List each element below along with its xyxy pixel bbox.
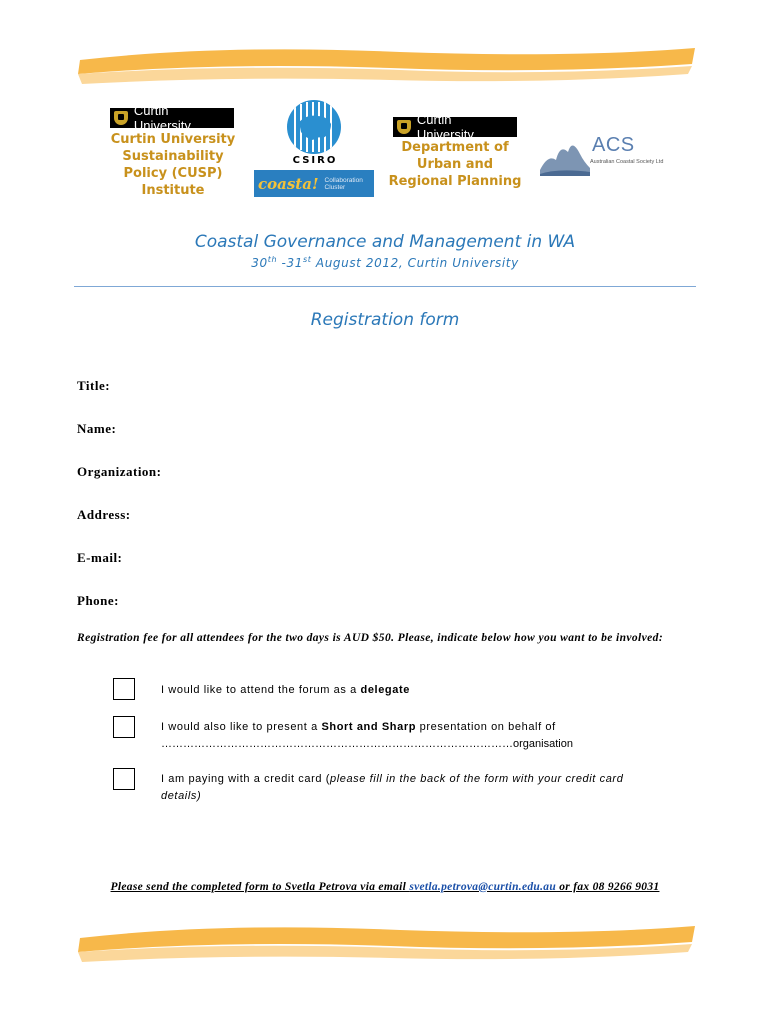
organisation-fill-line: ……………………………………………………………………………………organisation	[161, 738, 573, 750]
acs-logo-subtext: Australian Coastal Society Ltd	[590, 159, 664, 165]
field-label-organization: Organization:	[77, 464, 162, 479]
curtin-logo-right	[393, 112, 517, 142]
footer-text-prefix: Please send the completed form to Svetla Petrova via email	[110, 881, 410, 893]
cusp-logo-text	[100, 131, 246, 199]
bottom-swoosh-decoration	[70, 922, 700, 966]
event-title: Coastal Governance and Management in WA	[194, 232, 576, 252]
date-rest: August 2012, Curtin University	[311, 256, 519, 270]
contact-email-link[interactable]: svetla.petrova@curtin.edu.au	[409, 881, 557, 893]
curtin-crest-icon	[114, 111, 128, 125]
event-date	[0, 255, 770, 270]
present-text-suffix: presentation on behalf of	[416, 721, 556, 733]
dept-line-3: Regional Planning	[388, 174, 522, 189]
curtin-logo-text: Curtin University	[416, 112, 474, 142]
curtin-crest-icon	[397, 120, 411, 134]
field-label-email: E-mail:	[77, 550, 123, 565]
curtin-logo-left	[110, 103, 234, 133]
cusp-line-1: Curtin University	[110, 132, 236, 147]
curtin-logo-text: Curtin University	[133, 103, 191, 133]
fee-note: Registration fee for all attendees for the two days is AUD $50. Please, indicate below how you want to be involved:	[77, 632, 664, 644]
field-label-phone: Phone:	[77, 593, 119, 608]
header-divider	[74, 286, 696, 287]
cusp-line-3: Policy (CUSP)	[123, 166, 223, 181]
date-suffix-start: th	[267, 255, 278, 264]
delegate-text-prefix: I would like to attend the forum as a	[161, 684, 361, 696]
credit-text-italic: please fill in the back of the form with your credit card details)	[161, 773, 624, 802]
dept-line-1: Department of	[401, 140, 509, 155]
dept-line-2: Urban and	[416, 157, 494, 172]
delegate-option-text	[161, 682, 681, 699]
delegate-checkbox[interactable]	[113, 678, 135, 700]
presentation-option-text	[161, 719, 681, 753]
present-text-bold: Short and Sharp	[321, 721, 417, 733]
presentation-checkbox[interactable]	[113, 716, 135, 738]
cusp-line-2: Sustainability	[122, 149, 224, 164]
csiro-logo-icon	[287, 100, 341, 154]
credit-card-checkbox[interactable]	[113, 768, 135, 790]
credit-card-option-text	[161, 771, 661, 805]
coastal-cluster-logo	[254, 170, 374, 197]
dept-logo-text	[385, 139, 525, 190]
coastal-logo-word: coasta!	[258, 174, 319, 193]
credit-text-prefix: I am paying with a credit card (	[161, 773, 330, 785]
submission-instructions	[70, 879, 700, 896]
acs-logo-text: ACS	[592, 134, 635, 156]
cusp-line-4: Institute	[141, 183, 205, 198]
field-label-title: Title:	[77, 378, 111, 393]
coastal-logo-subtext: Collaboration Cluster	[324, 176, 363, 191]
form-heading: Registration form	[310, 310, 460, 330]
csiro-logo-text: CSIRO	[292, 155, 338, 166]
date-suffix-end: st	[302, 255, 312, 264]
date-day-start: 30	[251, 256, 268, 270]
field-label-address: Address:	[77, 507, 131, 522]
date-day-end: -31	[277, 256, 303, 270]
delegate-text-bold: delegate	[360, 684, 410, 696]
present-text-prefix: I would also like to present a	[161, 721, 322, 733]
footer-text-suffix: or fax 08 9266 9031	[556, 881, 660, 893]
field-label-name: Name:	[77, 421, 117, 436]
top-swoosh-decoration	[70, 44, 700, 88]
